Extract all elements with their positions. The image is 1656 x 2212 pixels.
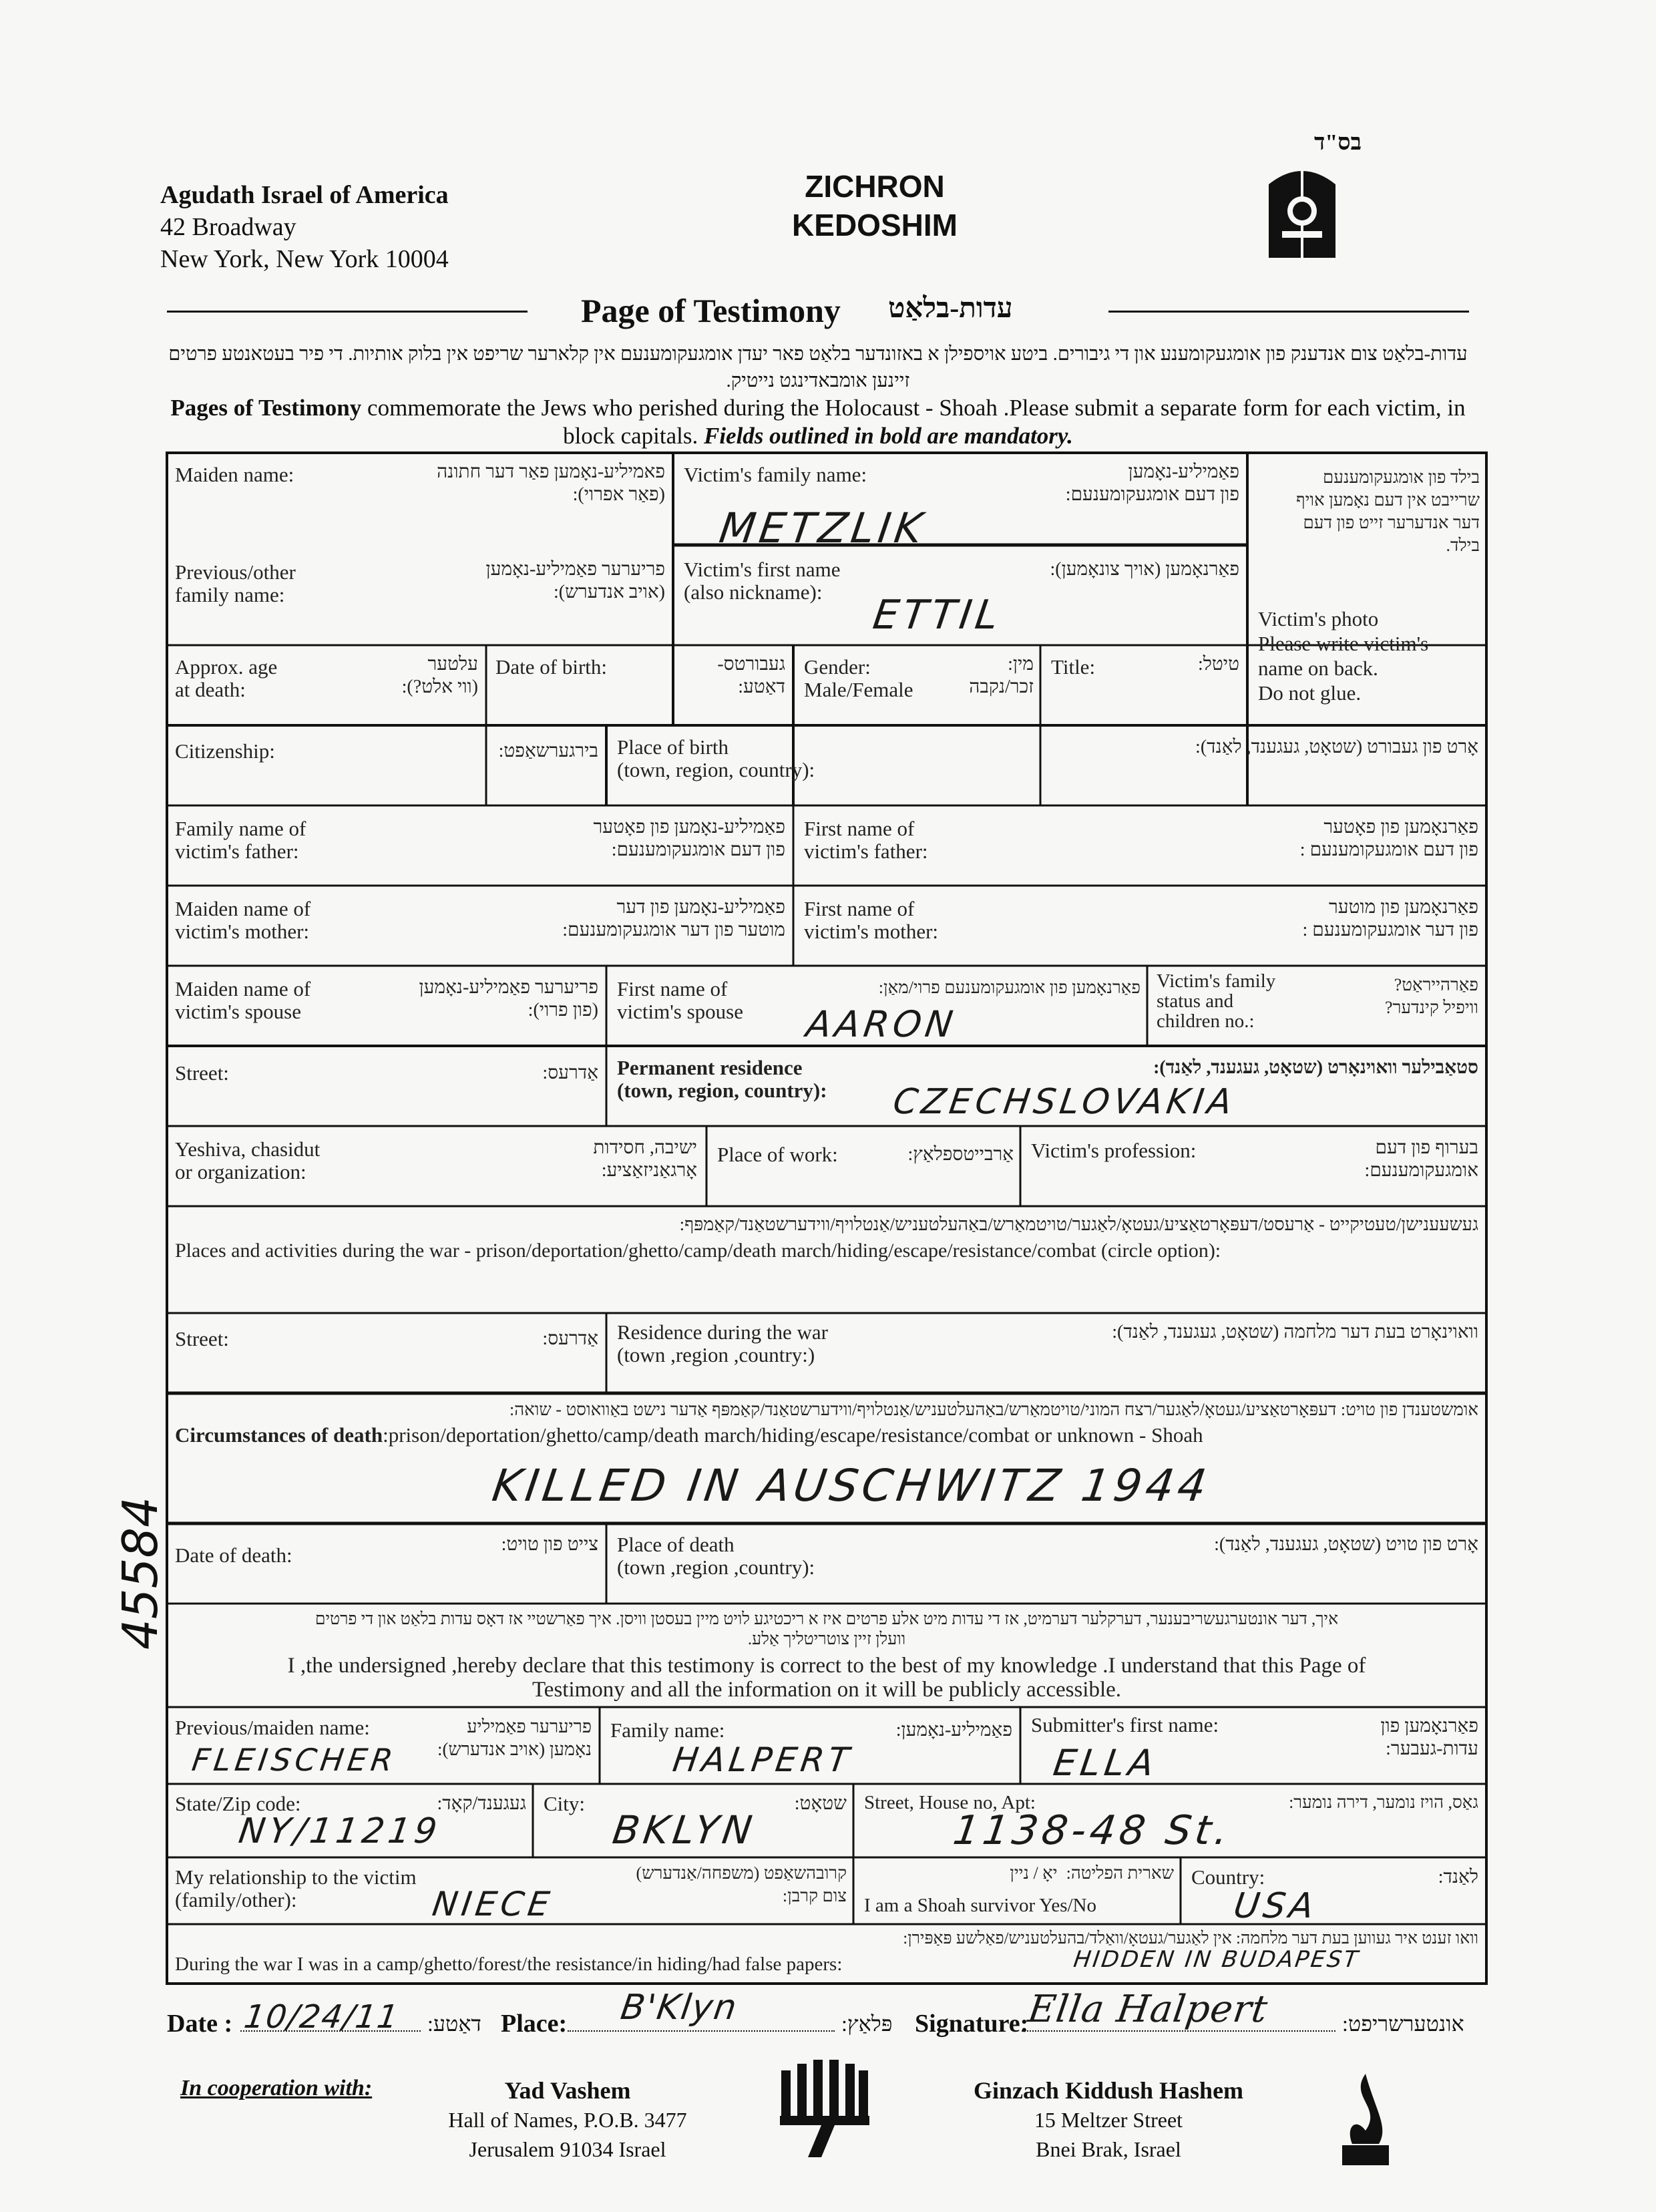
- date-value[interactable]: 10/24/11: [242, 1998, 402, 2036]
- page-title: Page of Testimony: [581, 292, 841, 329]
- yeshiva-label-yiddish: ישיבה, חסידות אָרגאַניזאַציע:: [593, 1137, 697, 1181]
- intro-mandatory-note: Fields outlined in bold are mandatory.: [703, 423, 1073, 449]
- place-label-yiddish: פּלאַץ:: [841, 2012, 893, 2036]
- survivor-label[interactable]: I am a Shoah survivor Yes/No: [864, 1895, 1096, 1916]
- date-label: Date :: [167, 2010, 233, 2038]
- bsd-mark: בס"ד: [1314, 130, 1362, 155]
- place-of-work-label: Place of work:: [717, 1143, 838, 1166]
- father-family-name-label-yiddish: פאַמיליע-נאָמען פון פאָטער פון דעם אומגעקומענעם:: [593, 817, 785, 860]
- place-of-work-label-yiddish: אַרבייטספלאַץ:: [907, 1144, 1014, 1165]
- place-of-birth-label-yiddish: אָרט פון געבורט (שטאָט, געגענד, לאַנד):: [1195, 737, 1478, 757]
- submitter-first-name-value[interactable]: ELLA: [1050, 1742, 1161, 1784]
- submitter-family-name-label: Family name:: [610, 1718, 725, 1742]
- country-label-yiddish: לאַנד:: [1438, 1867, 1478, 1887]
- profession-label-yiddish: בערוף פון דעם אומגעקומענעם:: [1364, 1137, 1478, 1181]
- submitter-family-name-label-yiddish: פאַמיליע-נאָמען:: [895, 1720, 1012, 1740]
- form-series-title: [701, 167, 1048, 244]
- circumstances-value[interactable]: KILLED IN AUSCHWITZ 1944: [489, 1460, 1214, 1511]
- submitter-first-name-label: Submitter's first name:: [1031, 1713, 1219, 1736]
- date-of-death-label-yiddish: צייט פון טויט:: [501, 1534, 598, 1555]
- street-house-label: Street, House no, Apt:: [864, 1792, 1036, 1813]
- state-zip-value[interactable]: NY/11219: [236, 1811, 443, 1851]
- title-rule-left: [167, 311, 528, 313]
- state-zip-label-yiddish: געגענד/קאָד:: [437, 1793, 526, 1814]
- family-name-label: Victim's family name:: [684, 463, 867, 486]
- submitter-previous-name-value[interactable]: FLEISCHER: [190, 1742, 399, 1778]
- date-of-birth-label: Date of birth:: [495, 655, 608, 679]
- permanent-residence-label: Permanent residence (town, region, country):: [617, 1056, 827, 1102]
- mother-maiden-name-label: Maiden name of victim's mother:: [175, 897, 311, 943]
- page-title-hebrew: עדות-בלאַט: [888, 293, 1013, 324]
- ginzach-title: Ginzach Kiddush Hashem: [973, 2077, 1244, 2104]
- during-war-label-yiddish: וואו זענט איר געווען בעת דער מלחמה: אין לאַגער/געטאָ/וואַלד/בהעלטעניש/פאַלשע פּאַפּירן:: [903, 1929, 1478, 1948]
- circumstances-label-rest: :prison/deportation/ghetto/camp/death march/hiding/escape/resistance/combat or unknown - Shoah: [383, 1423, 1203, 1447]
- citizenship-label: Citizenship:: [175, 739, 275, 763]
- signature-label: Signature:: [915, 2010, 1029, 2038]
- war-activities-label: Places and activities during the war - prison/deportation/ghetto/camp/death march/hiding/escape/resistance/combat (circle option):: [175, 1240, 1221, 1262]
- first-name-label-yiddish: פאַרנאָמען (אויך צונאָמען):: [1050, 559, 1239, 580]
- age-label: Approx. age at death:: [175, 655, 278, 701]
- maiden-name-label-yiddish: פאמיליע-נאָמען פאַר דער חתונה (פאַר אפרוי):: [437, 462, 665, 505]
- yad-vashem-address1: Hall of Names, P.O.B. 3477: [448, 2108, 687, 2132]
- family-status-label-yiddish: פאַרהייראַט? וויפיל קינדער?: [1385, 975, 1478, 1017]
- first-name-label: Victim's first name (also nickname):: [684, 558, 841, 604]
- yad-vashem-block: [427, 2076, 708, 2164]
- photo-instructions-yiddish: בילד פון אומגעקומענעם שרייבט אין דעם נאָמען אויף דער אנדערער זייט פון דעם בילד.: [1296, 468, 1480, 555]
- father-first-name-label: First name of victim's father:: [804, 817, 928, 863]
- title-line2: KEDOSHIM: [792, 208, 958, 242]
- ginzach-block: [942, 2076, 1275, 2164]
- ginzach-address1: 15 Meltzer Street: [1034, 2108, 1183, 2132]
- family-name-label-yiddish: פאַמיליע-נאָמען פון דעם אומגעקומענעם:: [1065, 462, 1239, 505]
- relationship-label-yiddish: קרובהשאַפט (משפחה/אַנדערש) צום קרבן:: [636, 1863, 847, 1905]
- torah-scroll-logo-icon: [1262, 158, 1342, 264]
- date-of-death-label: Date of death:: [175, 1543, 292, 1567]
- spouse-first-name-label-yiddish: פאַרנאָמען פון אומגעקומענעם פרוי/מאַן:: [878, 978, 1141, 997]
- place-line: [568, 2030, 835, 2032]
- profession-label: Victim's profession:: [1031, 1139, 1197, 1162]
- submitter-previous-name-label-yiddish: פריערער פאַמיליע נאָמען (אויב אנדערש):: [437, 1716, 592, 1759]
- organization-name: Agudath Israel of America: [160, 181, 449, 209]
- war-street-label: Street:: [175, 1327, 229, 1350]
- spouse-maiden-name-label-yiddish: פריערער פאַמיליע-נאָמען (פון פרוי):: [419, 977, 598, 1021]
- street-label: Street:: [175, 1061, 229, 1085]
- gender-label-yiddish: מין: זכר/נקבה: [969, 654, 1034, 697]
- maiden-name-label: Maiden name:: [175, 463, 294, 486]
- relationship-label: My relationship to the victim (family/other):: [175, 1865, 417, 1911]
- war-residence-label-yiddish: וואוינאָרט בעת דער מלחמה (שטאָט, געגענד, לאַנד):: [1112, 1322, 1478, 1342]
- date-of-birth-label-yiddish: געבורטס- דאַטע:: [717, 654, 785, 697]
- place-of-birth-label: Place of birth (town, region, country):: [617, 735, 815, 781]
- country-value[interactable]: USA: [1231, 1886, 1320, 1926]
- yad-vashem-logo-icon: [775, 2057, 875, 2164]
- previous-family-name-label-yiddish: פריערער פאַמיליע-נאָמען (אויב אנדערש):: [485, 559, 665, 602]
- permanent-residence-label-yiddish: סטאַבילער וואוינאָרט (שטאָט, געגענד, לאַנד):: [1153, 1057, 1478, 1078]
- intro-rest: commemorate the Jews who perished during the Holocaust - Shoah .Please submit a separate form for each victim, in block capitals.: [361, 395, 1466, 449]
- declaration-yiddish: איך, דער אונטערגעשריבענער, דערקלער דערמיט, אז די עדות מיט אלע פרטים איז א ריכטיגע לויט מיין בעסטן וויסן. איך פאַרשטיי אז דאָס עדות בלאַט און די פרטים וועלן זיין צוטריטליך אַלע.: [315, 1610, 1339, 1648]
- father-family-name-label: Family name of victim's father:: [175, 817, 306, 863]
- signature-value[interactable]: Ella Halpert: [1025, 1988, 1271, 2031]
- circumstances-label-bold: Circumstances of death: [175, 1423, 383, 1447]
- title-label-yiddish: טיטל:: [1197, 654, 1239, 675]
- war-activities-label-yiddish: געשעענישן/טעטיקייט - אַרעסט/דעפּאָרטאַציע/געטאָ/לאַגער/טויטמאַרש/באַהעלטעניש/אַנטלויף/ווידערשטאַנד/קאַמפּף:: [679, 1214, 1478, 1234]
- circumstances-label-yiddish: אומשטענדן פון טויט: דעפּאָרטאַציע/געטאָ/לאַגער/רצח המוני/טויטמאַרש/באַהעלטעניש/אַנטלויף/ווידערשטאַנד/קאַמפּף אַדער נישט באַוואוסט - שואה:: [509, 1400, 1478, 1419]
- declaration: I ,the undersigned ,hereby declare that this testimony is correct to the best of my knowledge .I understand that this Page of Testimony and all the information on it will be publicly accessible.: [287, 1654, 1366, 1702]
- mother-maiden-name-label-yiddish: פאַמיליע-נאָמען פון דער מוטער פון דער אומגעקומענעם:: [562, 897, 785, 940]
- during-war-value[interactable]: HIDDEN IN BUDAPEST: [1072, 1946, 1362, 1973]
- relationship-value[interactable]: NIECE: [429, 1885, 556, 1923]
- place-of-death-label-yiddish: אָרט פון טויט (שטאָט, געגענד, לאַנד):: [1214, 1534, 1478, 1555]
- mother-first-name-label: First name of victim's mother:: [804, 897, 939, 943]
- title-line1: ZICHRON: [805, 169, 945, 204]
- testimony-form: [166, 451, 1488, 1988]
- city-label-yiddish: שטאָט:: [794, 1793, 847, 1814]
- yad-vashem-address2: Jerusalem 91034 Israel: [469, 2137, 666, 2161]
- father-first-name-label-yiddish: פאַרנאָמען פון פאָטער פון דעם אומגעקומענעם :: [1299, 817, 1478, 860]
- street-house-label-yiddish: גאַס, הויז נומער, דירה נומער:: [1289, 1793, 1478, 1812]
- street-label-yiddish: אַדרעס:: [542, 1063, 598, 1083]
- cooperation-label: In cooperation with:: [180, 2076, 373, 2100]
- date-label-yiddish: דאַטע:: [427, 2012, 481, 2036]
- war-street-label-yiddish: אַדרעס:: [542, 1328, 598, 1349]
- submitter-previous-name-label: Previous/maiden name:: [175, 1716, 370, 1739]
- first-name-value[interactable]: ETTIL: [870, 592, 1006, 638]
- side-handwritten-number: 45584: [112, 1496, 168, 1650]
- war-residence-label: Residence during the war (town ,region ,country:): [617, 1320, 828, 1366]
- place-label: Place:: [501, 2010, 568, 2038]
- state-zip-label: State/Zip code:: [175, 1792, 301, 1815]
- survivor-label-yiddish: שארית הפליטה: יאָ / ניין: [1010, 1863, 1174, 1883]
- place-of-death-label: Place of death (town ,region ,country):: [617, 1533, 815, 1579]
- previous-family-name-label: Previous/other family name:: [175, 560, 296, 606]
- spouse-first-name-label: First name of victim's spouse: [617, 977, 743, 1023]
- intro-yiddish: עדות-בלאַט צום אנדענק פון אומגעקומענע און די גיבורים. ביטע אויספילן א באזונדער בלאַט פאר יעדן אומגעקומענעם אין קלארער שריפט אין בלוק אותיות. די פיר בעטאנטע פרטים זיינען אומבאדינגט נייטיק.: [168, 343, 1468, 391]
- during-war-label: During the war I was in a camp/ghetto/forest/the resistance/in hiding/had false papers:: [175, 1954, 843, 1975]
- submitter-first-name-label-yiddish: פאַרנאָמען פון עדות-געבער:: [1380, 1716, 1478, 1759]
- circumstances-label: [175, 1424, 1203, 1447]
- mother-first-name-label-yiddish: פאַרנאָמען פון מוטער פון דער אומגעקומענעם :: [1302, 897, 1478, 940]
- city-value[interactable]: BKLYN: [610, 1807, 759, 1853]
- spouse-first-name-value[interactable]: AARON: [803, 1003, 960, 1045]
- photo-instructions: Victim's photo Please write victim's name on back. Do not glue.: [1258, 607, 1429, 705]
- intro-english: [167, 394, 1469, 450]
- city-label: City:: [544, 1792, 586, 1815]
- title-rule-right: [1108, 311, 1469, 313]
- citizenship-label-yiddish: בירגערשאַפט:: [498, 741, 598, 761]
- gender-label: Gender: Male/Female: [804, 655, 913, 701]
- family-status-label: Victim's family status and children no.:: [1157, 970, 1276, 1032]
- spouse-maiden-name-label: Maiden name of victim's spouse: [175, 977, 311, 1023]
- age-label-yiddish: עלטער (ווי אלט?):: [401, 654, 478, 697]
- organization-block: [160, 179, 449, 275]
- place-value[interactable]: B'Klyn: [618, 1988, 741, 2028]
- ginzach-address2: Bnei Brak, Israel: [1036, 2137, 1181, 2161]
- country-label: Country:: [1191, 1865, 1265, 1889]
- street-house-value[interactable]: 1138-48 St.: [950, 1807, 1235, 1854]
- yeshiva-label: Yeshiva, chasidut or organization:: [175, 1137, 321, 1183]
- permanent-residence-value[interactable]: CZECHSLOVAKIA: [890, 1082, 1239, 1122]
- intro-lead: Pages of Testimony: [170, 395, 362, 421]
- submitter-family-name-value[interactable]: HALPERT: [670, 1740, 855, 1779]
- organization-address-line1: 42 Broadway: [160, 213, 296, 241]
- organization-address-line2: New York, New York 10004: [160, 245, 449, 273]
- title-label: Title:: [1051, 655, 1096, 679]
- signature-label-yiddish: אונטערשריפט:: [1342, 2012, 1464, 2036]
- flame-emblem-icon: [1329, 2070, 1402, 2171]
- yad-vashem-title: Yad Vashem: [504, 2077, 631, 2104]
- family-name-value[interactable]: METZLIK: [716, 504, 929, 552]
